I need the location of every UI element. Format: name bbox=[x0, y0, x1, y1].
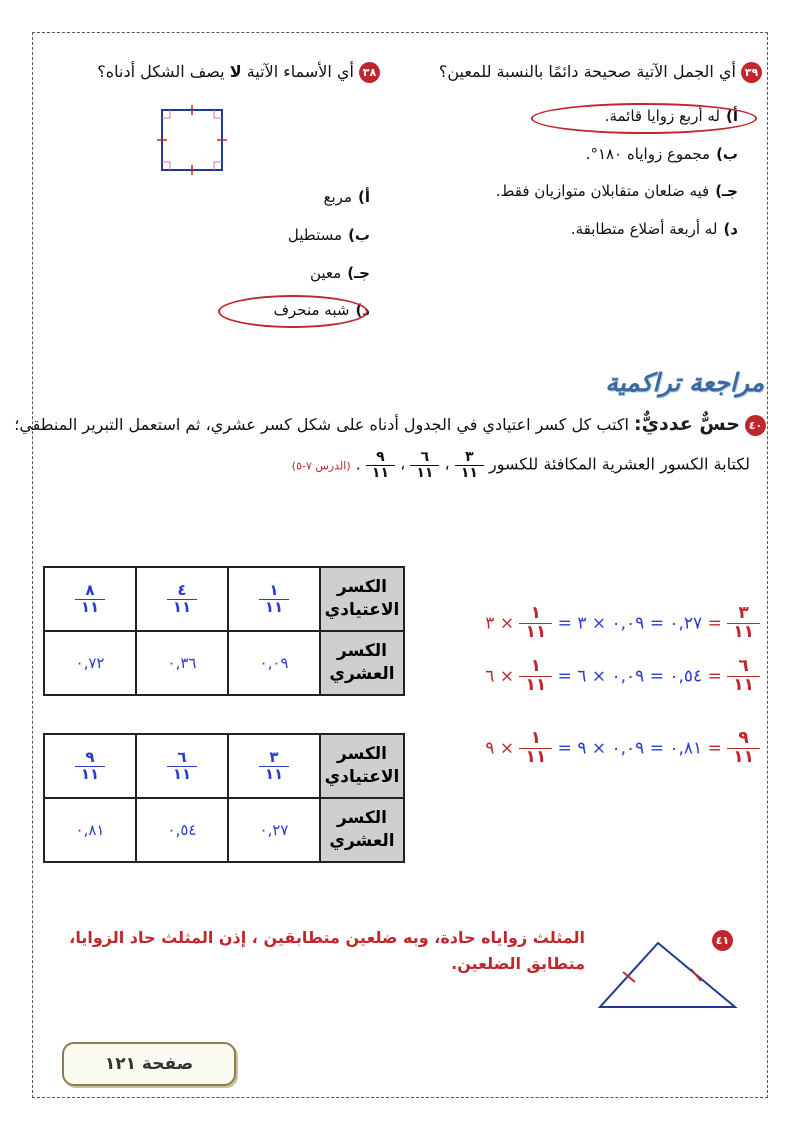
isosceles-triangle-figure bbox=[590, 935, 750, 1015]
table-header-decimal: الكسر العشري bbox=[320, 798, 404, 862]
question-39-text: أي الجمل الآتية صحيحة دائمًا بالنسبة للمعين؟ bbox=[438, 62, 736, 81]
lesson-reference: (الدرس ٧-٥) bbox=[291, 459, 351, 473]
question-40 bbox=[14, 413, 766, 436]
table-cell: ٠,٠٩ bbox=[228, 631, 320, 695]
q38-option-a: أ)مربع bbox=[323, 188, 370, 206]
table-cell: $\frac{٤}{١١}$ bbox=[136, 567, 228, 631]
table-cell: $\frac{٩}{١١}$ bbox=[44, 734, 136, 798]
table-cell: ٠,٨١ bbox=[44, 798, 136, 862]
page-number-badge: صفحة ١٢١ bbox=[62, 1042, 236, 1086]
table-row bbox=[44, 567, 404, 631]
equation-2: ٠,٥٤ = ٠,٠٩ × ٦ = $\frac{١}{١١}$ × ٦ = $\frac{٦}{١١}$ bbox=[485, 658, 760, 695]
table-row bbox=[44, 734, 404, 798]
inline-fraction-9-11: $\frac{٩}{١١}$ bbox=[366, 450, 395, 480]
table-header-decimal: الكسر العشري bbox=[320, 631, 404, 695]
table-header-common-fraction: الكسر الاعتيادي bbox=[320, 567, 404, 631]
table-row bbox=[44, 798, 404, 862]
fraction-table-1 bbox=[43, 566, 405, 696]
table-cell: ٠,٣٦ bbox=[136, 631, 228, 695]
table-cell: ٠,٢٧ bbox=[228, 798, 320, 862]
table-header-common-fraction: الكسر الاعتيادي bbox=[320, 734, 404, 798]
q39-option-d: د)له أربعة أضلاع متطابقة. bbox=[570, 220, 738, 238]
question-38: ٣٨ أي الأسماء الآتية لا يصف الشكل أدناه؟ bbox=[62, 62, 380, 83]
q38-option-b: ب)مستطيل bbox=[287, 226, 370, 244]
question-39 bbox=[390, 62, 762, 83]
q39-option-c: جـ)فيه ضلعان متقابلان متوازيان فقط. bbox=[495, 182, 738, 200]
question-41-answer: المثلث زواياه حادة، وبه ضلعين متطابقين ، إذن المثلث حاد الزوايا، متطابق الضلعين. bbox=[69, 928, 585, 973]
table-cell: ٠,٥٤ bbox=[136, 798, 228, 862]
review-heading: مراجعة تراكمية bbox=[605, 368, 764, 397]
fraction-table-2 bbox=[43, 733, 405, 863]
inline-fraction-6-11: $\frac{٦}{١١}$ bbox=[410, 450, 439, 480]
table-cell: $\frac{١}{١١}$ bbox=[228, 567, 320, 631]
equation-1: ٠,٢٧ = ٠,٠٩ × ٣ = $\frac{١}{١١}$ × ٣ = $\frac{٣}{١١}$ bbox=[485, 605, 760, 642]
num-sense-keyword: حسٌّ عدديٌّ: bbox=[634, 413, 740, 435]
table-cell: $\frac{٦}{١١}$ bbox=[136, 734, 228, 798]
question-40-line1: اكتب كل كسر اعتيادي في الجدول أدناه على شكل كسر عشري، ثم استعمل التبرير المنطقي؛ bbox=[14, 415, 629, 434]
table-cell: ٠,٧٢ bbox=[44, 631, 136, 695]
q39-option-a: أ)له أربع زوايا قائمة. bbox=[604, 107, 738, 125]
question-number-38: ٣٨ bbox=[359, 62, 380, 83]
equation-3: ٠,٨١ = ٠,٠٩ × ٩ = $\frac{١}{١١}$ × ٩ = $\frac{٩}{١١}$ bbox=[485, 730, 760, 767]
table-cell: $\frac{٣}{١١}$ bbox=[228, 734, 320, 798]
q38-answer-oval bbox=[218, 295, 368, 328]
question-40-line2: لكتابة الكسور العشرية المكافئة للكسور $\frac{٣}{١١}$ ، $\frac{٦}{١١}$ ، $\frac{٩}{١١}$ . (الدرس ٧-٥) bbox=[291, 449, 750, 481]
q38-option-c: جـ)معين bbox=[309, 264, 370, 282]
inline-fraction-3-11: $\frac{٣}{١١}$ bbox=[455, 450, 484, 480]
question-number-41: ٤١ bbox=[712, 930, 733, 951]
table-cell: $\frac{٨}{١١}$ bbox=[44, 567, 136, 631]
question-number-39: ٣٩ bbox=[741, 62, 762, 83]
q39-option-b: ب)مجموع زواياه ١٨٠°. bbox=[585, 145, 738, 163]
q38-option-d: د)شبه منحرف bbox=[273, 301, 370, 319]
table-row bbox=[44, 631, 404, 695]
square-figure bbox=[150, 100, 235, 180]
q39-answer-oval bbox=[531, 103, 757, 134]
question-number-40: ٤٠ bbox=[745, 415, 766, 436]
